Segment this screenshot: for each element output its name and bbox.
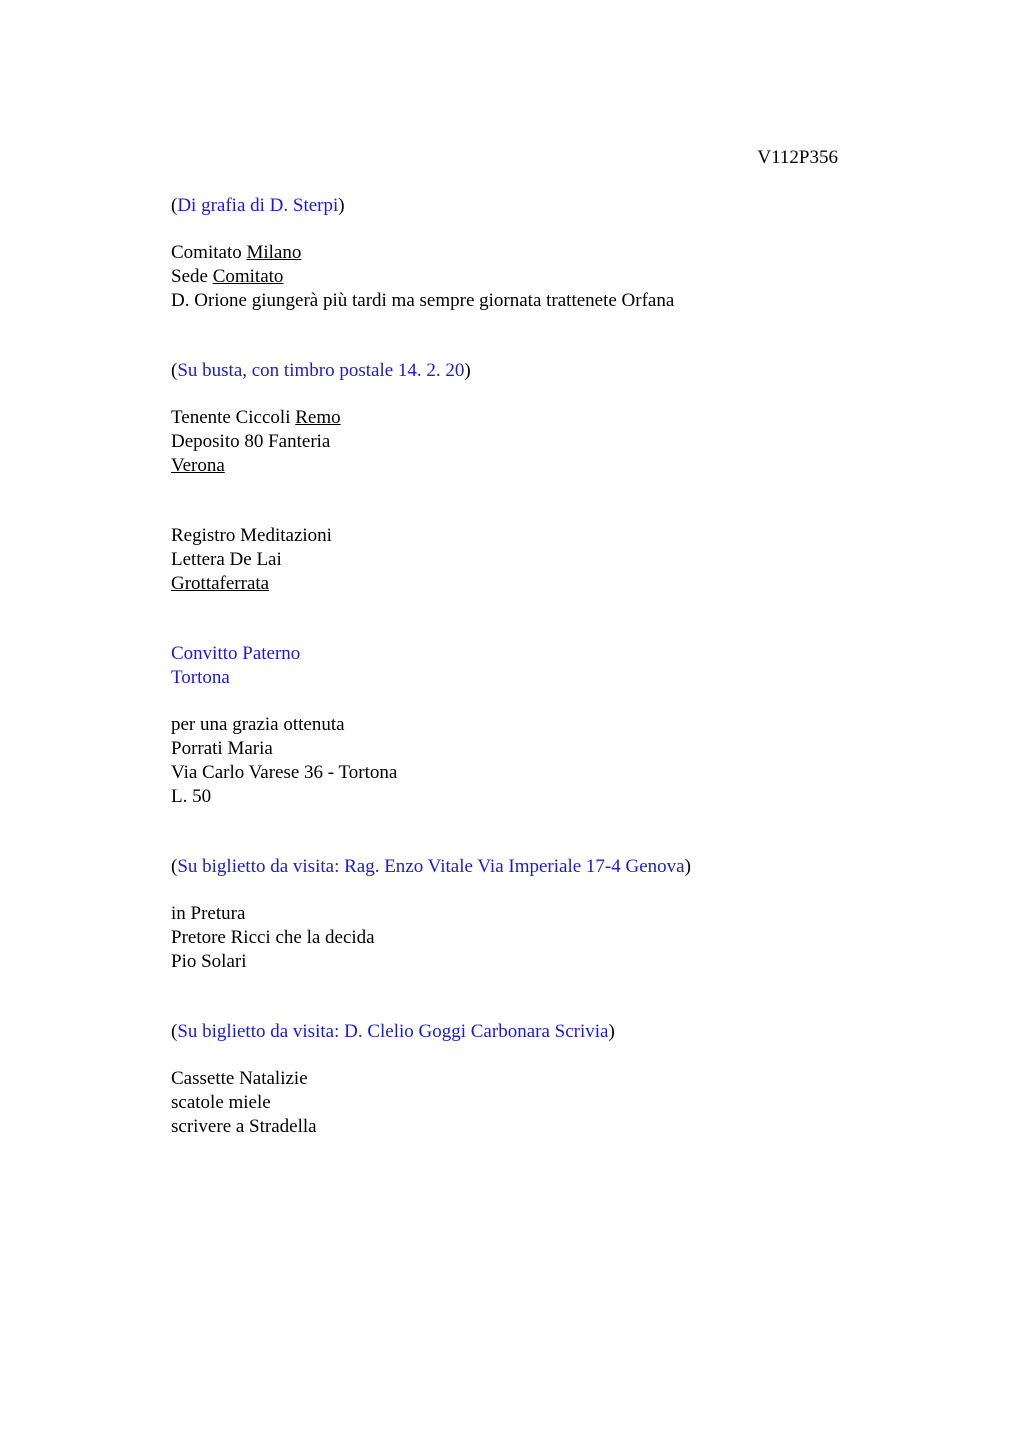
underlined-text: Grottaferrata bbox=[171, 573, 270, 594]
text-line: Via Carlo Varese 36 - Tortona bbox=[171, 762, 398, 783]
underlined-text: Comitato bbox=[212, 266, 284, 287]
paren-open: ( bbox=[171, 195, 178, 216]
text-line bbox=[171, 265, 871, 289]
underlined-text: Remo bbox=[295, 407, 341, 428]
paren-close: ) bbox=[684, 856, 691, 877]
annotation-envelope-note bbox=[171, 359, 871, 383]
text-line: scatole miele bbox=[171, 1092, 271, 1113]
text-line: Deposito 80 Fanteria bbox=[171, 431, 331, 452]
text-line: Porrati Maria bbox=[171, 738, 273, 759]
paren-open: ( bbox=[171, 1021, 178, 1042]
text-span: Comitato bbox=[171, 242, 247, 263]
annotation-text: Su biglietto da visita: D. Clelio Goggi Carbonara Scrivia bbox=[177, 1021, 609, 1042]
paren-close: ) bbox=[608, 1021, 615, 1042]
underlined-text: Milano bbox=[246, 242, 302, 263]
annotation-text: Su biglietto da visita: Rag. Enzo Vitale Via Imperiale 17-4 Genova bbox=[177, 856, 685, 877]
text-line: L. 50 bbox=[171, 786, 212, 807]
text-span: Sede bbox=[171, 266, 213, 287]
text-span: Tenente Ciccoli bbox=[171, 407, 296, 428]
text-line: per una grazia ottenuta bbox=[171, 714, 345, 735]
text-line: scrivere a Stradella bbox=[171, 1116, 317, 1137]
text-line: Registro Meditazioni bbox=[171, 525, 332, 546]
text-line: D. Orione giungerà più tardi ma sempre giornata trattenete Orfana bbox=[171, 290, 675, 311]
page-code: V112P356 bbox=[757, 147, 838, 168]
annotation-text: Tortona bbox=[171, 667, 230, 688]
paren-close: ) bbox=[338, 195, 345, 216]
text-line: Pio Solari bbox=[171, 951, 247, 972]
underlined-text: Verona bbox=[171, 455, 225, 476]
text-line bbox=[171, 406, 871, 430]
annotation-text: Su busta, con timbro postale 14. 2. 20 bbox=[177, 360, 465, 381]
annotation-business-card-note bbox=[171, 1020, 871, 1044]
text-line: Cassette Natalizie bbox=[171, 1068, 308, 1089]
annotation-handwriting-note bbox=[171, 194, 871, 218]
annotation-text: Di grafia di D. Sterpi bbox=[177, 195, 339, 216]
text-line: Pretore Ricci che la decida bbox=[171, 927, 375, 948]
text-line: in Pretura bbox=[171, 903, 246, 924]
document-body bbox=[171, 194, 871, 1139]
text-line: Lettera De Lai bbox=[171, 549, 282, 570]
annotation-business-card-note bbox=[171, 855, 871, 879]
paren-open: ( bbox=[171, 856, 178, 877]
paren-close: ) bbox=[464, 360, 471, 381]
paren-open: ( bbox=[171, 360, 178, 381]
annotation-text: Convitto Paterno bbox=[171, 643, 301, 664]
text-line bbox=[171, 241, 871, 265]
